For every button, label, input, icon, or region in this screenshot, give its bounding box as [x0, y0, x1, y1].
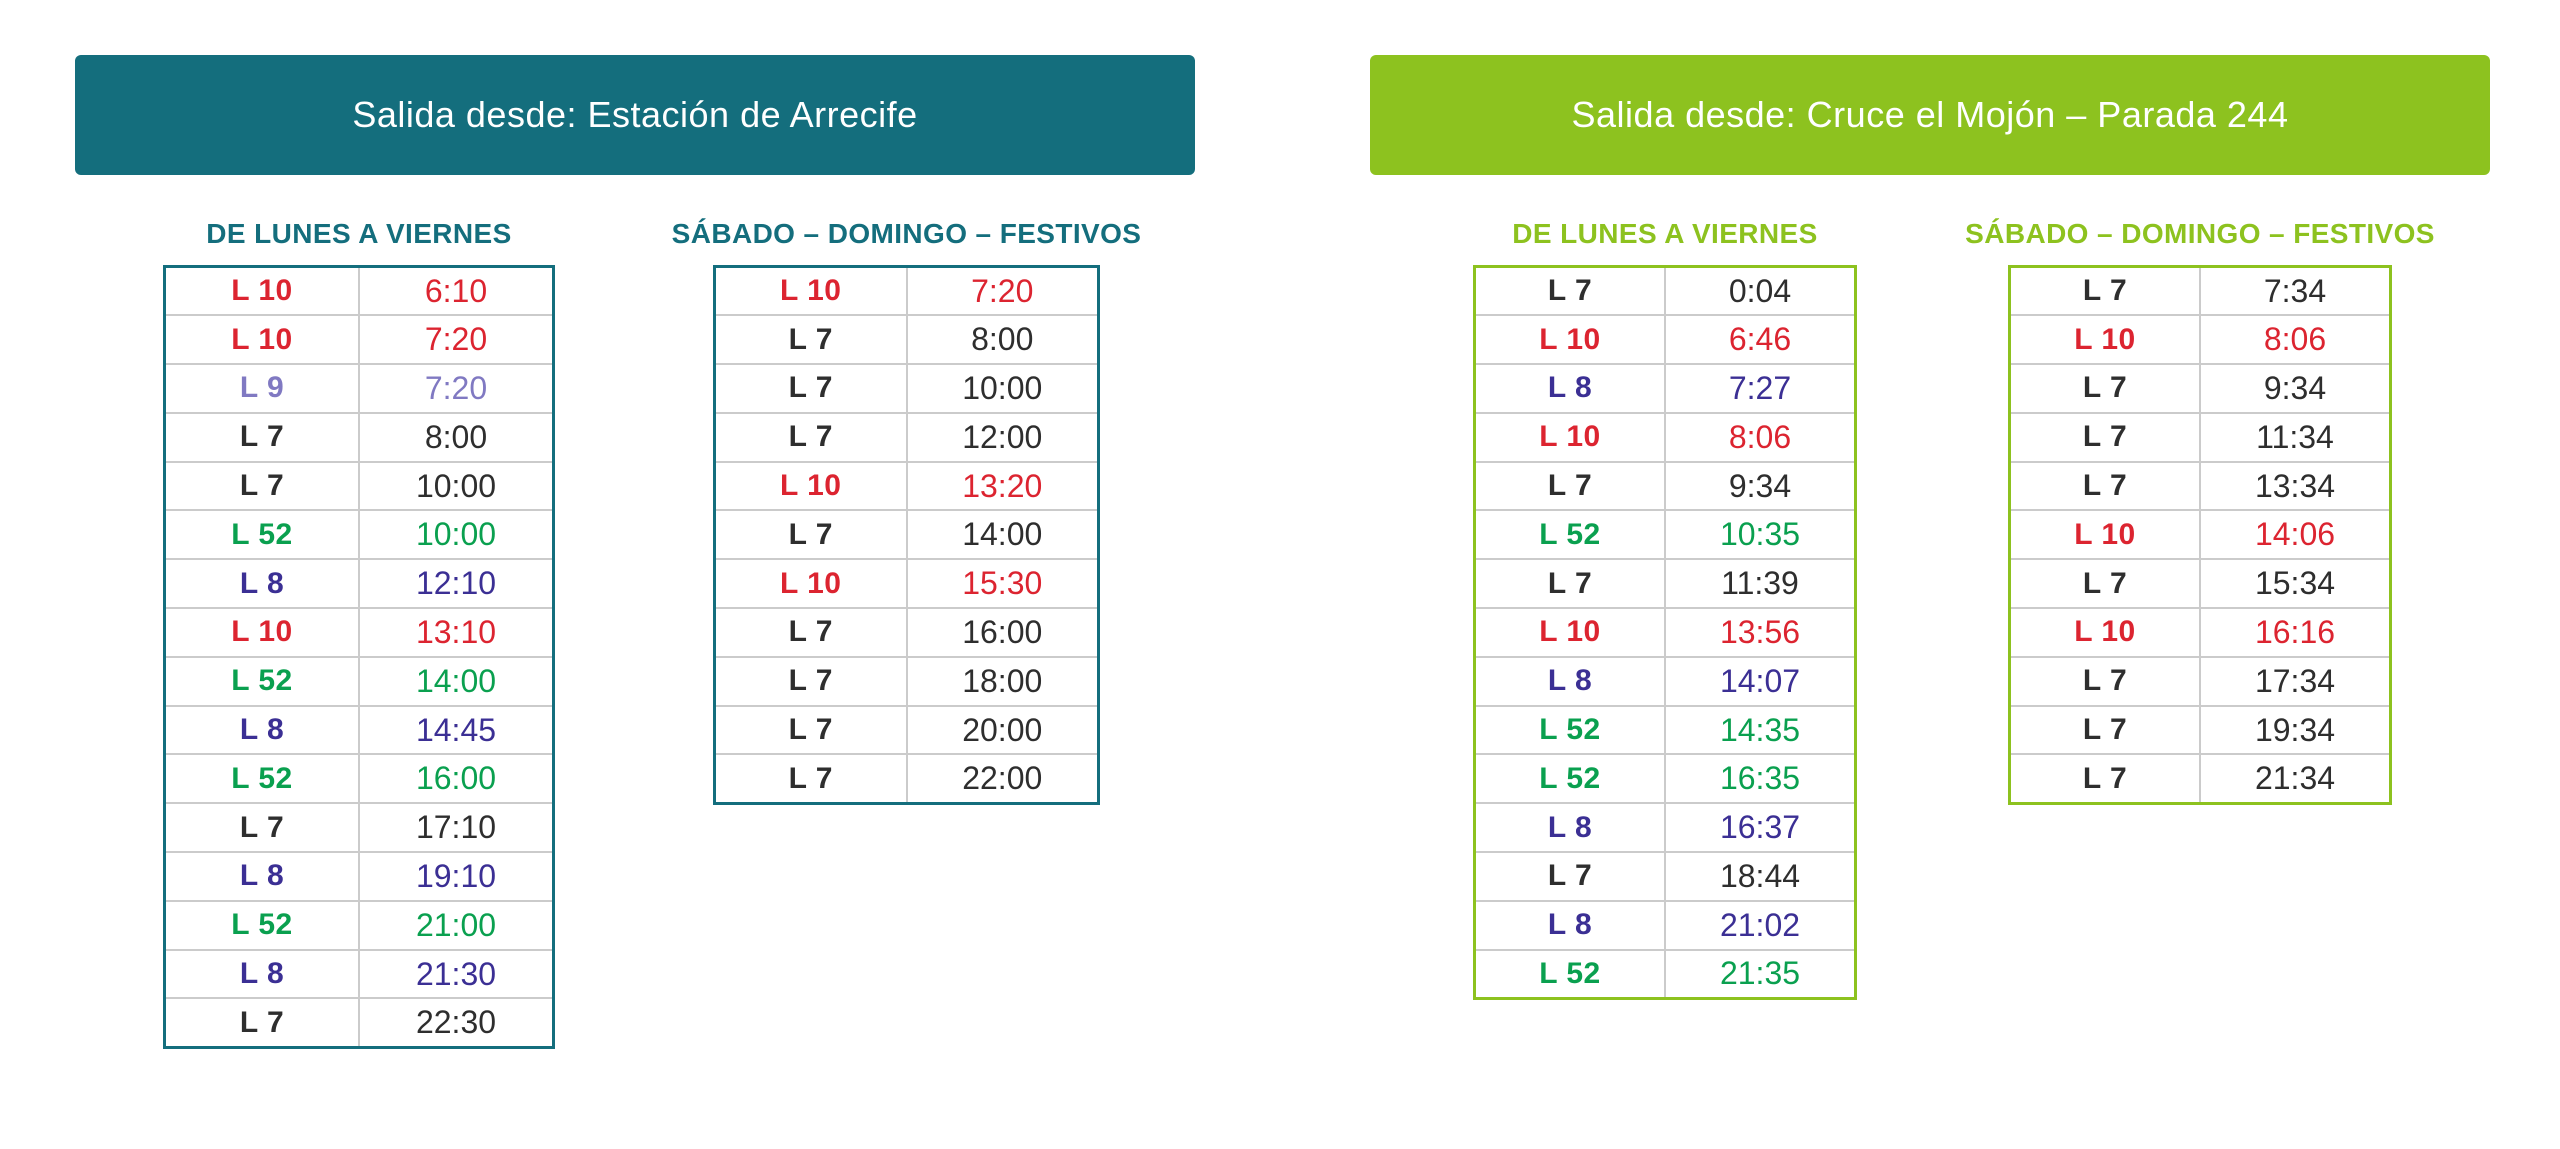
- departure-time-cell: 22:00: [907, 754, 1099, 803]
- line-number-cell: L 7: [1475, 852, 1666, 901]
- departure-time-cell: 16:16: [2200, 608, 2391, 657]
- line-number-cell: L 52: [1475, 706, 1666, 755]
- timetable-row: [1475, 706, 1856, 755]
- timetable-row: [1475, 901, 1856, 950]
- line-number-cell: L 10: [2010, 510, 2201, 559]
- departure-time-cell: 8:06: [1665, 413, 1856, 462]
- line-number-cell: L 7: [165, 998, 360, 1047]
- cruce-el-mojon-weekday-timetable: [1473, 203, 1857, 1000]
- departure-time-cell: 21:02: [1665, 901, 1856, 950]
- line-number-cell: L 10: [165, 608, 360, 657]
- timetable-row: [1475, 852, 1856, 901]
- departure-time-cell: 18:44: [1665, 852, 1856, 901]
- timetable-row: [165, 267, 554, 316]
- departure-time-cell: 13:10: [359, 608, 554, 657]
- section-title: Salida desde: Cruce el Mojón – Parada 244: [1571, 94, 2289, 135]
- line-number-cell: L 7: [715, 413, 907, 462]
- departure-time-cell: 10:35: [1665, 510, 1856, 559]
- timetable-row: [165, 998, 554, 1047]
- timetable-row: [1475, 608, 1856, 657]
- line-number-cell: L 52: [1475, 754, 1666, 803]
- line-number-cell: L 10: [1475, 315, 1666, 364]
- arrecife-weekday-timetable: [163, 203, 555, 1049]
- section-title: Salida desde: Estación de Arrecife: [352, 94, 918, 135]
- departure-time-cell: 8:06: [2200, 315, 2391, 364]
- timetable-row: [2010, 413, 2391, 462]
- line-number-cell: L 8: [165, 559, 360, 608]
- line-number-cell: L 8: [165, 852, 360, 901]
- timetable-row: [2010, 462, 2391, 511]
- line-number-cell: L 8: [1475, 657, 1666, 706]
- line-number-cell: L 10: [165, 267, 360, 316]
- timetable-row: [165, 510, 554, 559]
- timetable-row: [165, 852, 554, 901]
- departure-time-cell: 21:34: [2200, 754, 2391, 803]
- line-number-cell: L 10: [715, 462, 907, 511]
- departure-time-cell: 11:34: [2200, 413, 2391, 462]
- line-number-cell: L 7: [715, 608, 907, 657]
- timetable-row: [1475, 803, 1856, 852]
- line-number-cell: L 10: [715, 267, 907, 316]
- timetable-row: [165, 315, 554, 364]
- departure-time-cell: 16:00: [359, 754, 554, 803]
- timetable-row: [165, 706, 554, 755]
- line-number-cell: L 7: [715, 364, 907, 413]
- timetable-row: [165, 657, 554, 706]
- timetable-row: [715, 706, 1099, 755]
- departure-time-cell: 8:00: [359, 413, 554, 462]
- line-number-cell: L 8: [165, 950, 360, 999]
- timetable-row: [1475, 267, 1856, 316]
- timetable-row: [1475, 364, 1856, 413]
- line-number-cell: L 8: [1475, 901, 1666, 950]
- line-number-cell: L 52: [165, 901, 360, 950]
- arrecife-weekend-timetable: [671, 203, 1142, 805]
- departure-time-cell: 16:35: [1665, 754, 1856, 803]
- line-number-cell: L 10: [2010, 315, 2201, 364]
- timetable-row: [1475, 950, 1856, 999]
- departure-time-cell: 14:06: [2200, 510, 2391, 559]
- departure-time-cell: 12:10: [359, 559, 554, 608]
- line-number-cell: L 7: [165, 413, 360, 462]
- departure-time-cell: 15:34: [2200, 559, 2391, 608]
- departure-time-cell: 14:07: [1665, 657, 1856, 706]
- timetable-row: [2010, 608, 2391, 657]
- departure-time-cell: 7:20: [907, 267, 1099, 316]
- line-number-cell: L 7: [715, 754, 907, 803]
- line-number-cell: L 7: [165, 462, 360, 511]
- line-number-cell: L 52: [1475, 950, 1666, 999]
- timetable-row: [1475, 510, 1856, 559]
- timetable-row: [165, 413, 554, 462]
- timetable-row: [165, 754, 554, 803]
- departure-time-cell: 20:00: [907, 706, 1099, 755]
- departure-time-cell: 9:34: [1665, 462, 1856, 511]
- departure-time-cell: 10:00: [359, 462, 554, 511]
- timetable-heading: DE LUNES A VIERNES: [206, 218, 512, 249]
- timetable-row: [2010, 364, 2391, 413]
- timetable-row: [2010, 657, 2391, 706]
- departure-time-cell: 9:34: [2200, 364, 2391, 413]
- departure-time-cell: 21:35: [1665, 950, 1856, 999]
- timetable-row: [715, 510, 1099, 559]
- line-number-cell: L 7: [715, 315, 907, 364]
- line-number-cell: L 52: [165, 657, 360, 706]
- timetable-table: [713, 265, 1100, 805]
- timetable-heading: SÁBADO – DOMINGO – FESTIVOS: [1965, 218, 2435, 249]
- section-header-arrecife: [75, 55, 1195, 175]
- line-number-cell: L 7: [2010, 706, 2201, 755]
- departure-time-cell: 21:00: [359, 901, 554, 950]
- timetable-table: [1473, 265, 1857, 1000]
- departure-time-cell: 11:39: [1665, 559, 1856, 608]
- departure-time-cell: 18:00: [907, 657, 1099, 706]
- timetable-row: [1475, 657, 1856, 706]
- cruce-el-mojon-weekend-timetable: [1965, 203, 2435, 805]
- timetable-row: [165, 803, 554, 852]
- departure-time-cell: 7:27: [1665, 364, 1856, 413]
- line-number-cell: L 52: [165, 754, 360, 803]
- line-number-cell: L 7: [2010, 413, 2201, 462]
- departure-time-cell: 15:30: [907, 559, 1099, 608]
- departure-time-cell: 17:34: [2200, 657, 2391, 706]
- line-number-cell: L 7: [2010, 267, 2201, 316]
- departure-time-cell: 17:10: [359, 803, 554, 852]
- line-number-cell: L 7: [715, 510, 907, 559]
- timetable-row: [715, 559, 1099, 608]
- timetable-row: [165, 364, 554, 413]
- section-header-cruce-el-mojon: [1370, 55, 2490, 175]
- timetable-row: [2010, 754, 2391, 803]
- line-number-cell: L 7: [1475, 559, 1666, 608]
- departure-time-cell: 16:00: [907, 608, 1099, 657]
- timetable-row: [1475, 754, 1856, 803]
- departure-time-cell: 13:56: [1665, 608, 1856, 657]
- departure-time-cell: 6:10: [359, 267, 554, 316]
- departure-time-cell: 10:00: [907, 364, 1099, 413]
- line-number-cell: L 7: [715, 706, 907, 755]
- departure-time-cell: 19:34: [2200, 706, 2391, 755]
- timetable-heading: DE LUNES A VIERNES: [1512, 218, 1818, 249]
- line-number-cell: L 52: [165, 510, 360, 559]
- departure-time-cell: 14:00: [359, 657, 554, 706]
- line-number-cell: L 10: [1475, 413, 1666, 462]
- line-number-cell: L 52: [1475, 510, 1666, 559]
- timetable-heading: SÁBADO – DOMINGO – FESTIVOS: [671, 218, 1142, 249]
- departure-time-cell: 0:04: [1665, 267, 1856, 316]
- timetable-row: [1475, 315, 1856, 364]
- departure-time-cell: 14:00: [907, 510, 1099, 559]
- timetable-row: [2010, 559, 2391, 608]
- departure-time-cell: 22:30: [359, 998, 554, 1047]
- timetable-row: [165, 950, 554, 999]
- departure-time-cell: 13:34: [2200, 462, 2391, 511]
- line-number-cell: L 7: [165, 803, 360, 852]
- line-number-cell: L 7: [2010, 657, 2201, 706]
- timetable-row: [165, 462, 554, 511]
- timetable-table: [2008, 265, 2392, 805]
- timetable-row: [1475, 413, 1856, 462]
- line-number-cell: L 7: [2010, 364, 2201, 413]
- timetable-row: [715, 315, 1099, 364]
- departure-time-cell: 16:37: [1665, 803, 1856, 852]
- timetable-row: [715, 462, 1099, 511]
- departure-time-cell: 7:34: [2200, 267, 2391, 316]
- timetable-row: [2010, 706, 2391, 755]
- line-number-cell: L 8: [1475, 364, 1666, 413]
- line-number-cell: L 7: [2010, 559, 2201, 608]
- line-number-cell: L 7: [1475, 462, 1666, 511]
- timetable-row: [715, 364, 1099, 413]
- line-number-cell: L 7: [1475, 267, 1666, 316]
- line-number-cell: L 10: [715, 559, 907, 608]
- departure-time-cell: 19:10: [359, 852, 554, 901]
- line-number-cell: L 10: [165, 315, 360, 364]
- timetable-row: [2010, 267, 2391, 316]
- line-number-cell: L 7: [2010, 462, 2201, 511]
- line-number-cell: L 8: [1475, 803, 1666, 852]
- timetable-row: [715, 608, 1099, 657]
- line-number-cell: L 7: [715, 657, 907, 706]
- timetable-row: [165, 608, 554, 657]
- line-number-cell: L 10: [1475, 608, 1666, 657]
- timetable-row: [1475, 462, 1856, 511]
- timetable-row: [715, 413, 1099, 462]
- departure-time-cell: 7:20: [359, 315, 554, 364]
- timetable-row: [715, 657, 1099, 706]
- line-number-cell: L 9: [165, 364, 360, 413]
- timetable-row: [165, 559, 554, 608]
- timetable-row: [2010, 315, 2391, 364]
- line-number-cell: L 10: [2010, 608, 2201, 657]
- line-number-cell: L 8: [165, 706, 360, 755]
- timetable-table: [163, 265, 555, 1049]
- departure-time-cell: 8:00: [907, 315, 1099, 364]
- departure-time-cell: 12:00: [907, 413, 1099, 462]
- timetable-row: [715, 754, 1099, 803]
- departure-time-cell: 13:20: [907, 462, 1099, 511]
- departure-time-cell: 21:30: [359, 950, 554, 999]
- departure-time-cell: 10:00: [359, 510, 554, 559]
- timetable-row: [1475, 559, 1856, 608]
- departure-time-cell: 6:46: [1665, 315, 1856, 364]
- timetable-row: [2010, 510, 2391, 559]
- line-number-cell: L 7: [2010, 754, 2201, 803]
- departure-time-cell: 14:35: [1665, 706, 1856, 755]
- departure-time-cell: 14:45: [359, 706, 554, 755]
- departure-time-cell: 7:20: [359, 364, 554, 413]
- timetable-row: [715, 267, 1099, 316]
- timetable-row: [165, 901, 554, 950]
